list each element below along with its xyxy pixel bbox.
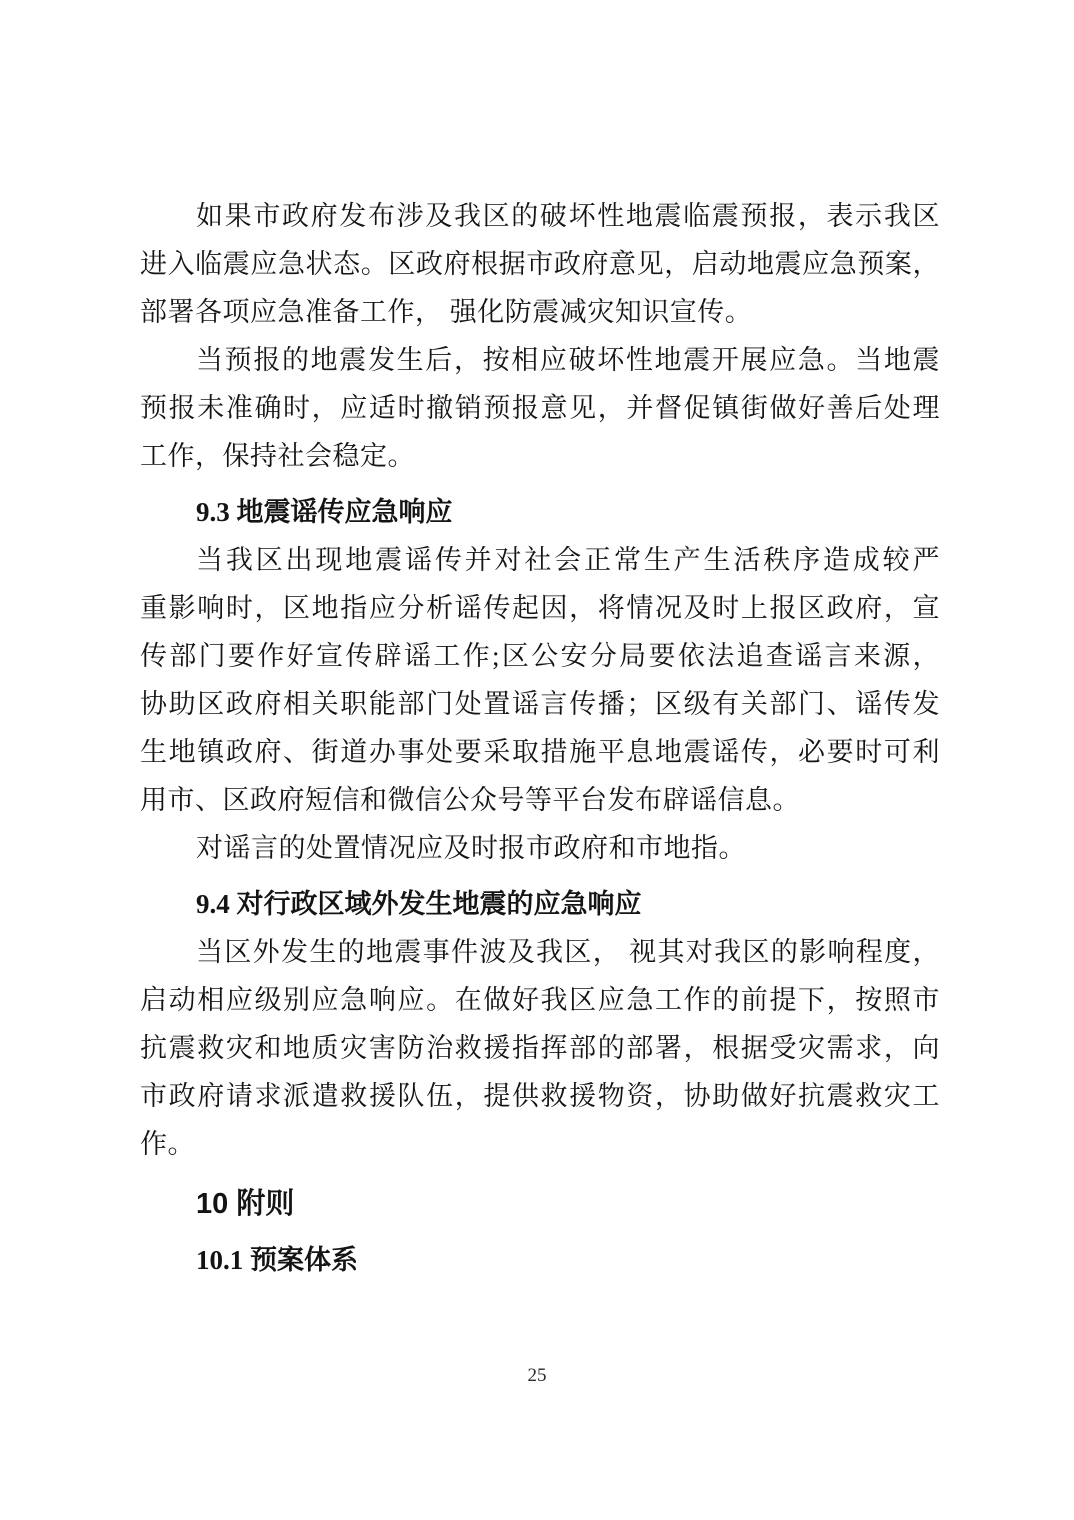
body-text-line: 用市、区政府短信和微信公众号等平台发布辟谣信息。 [140, 785, 800, 815]
paragraph-pre-quake-warning [140, 192, 940, 336]
body-text-line: 如果市政府发布涉及我区的破坏性地震临震预报，表示我区 [196, 201, 940, 231]
paragraph-outside-region-quake [140, 928, 940, 1168]
body-text-line: 预报未准确时，应适时撤销预报意见，并督促镇街做好善后处理 [140, 393, 940, 423]
paragraph-rumor-response [140, 536, 940, 824]
body-text-line: 对谣言的处置情况应及时报市政府和市地指。 [196, 833, 746, 863]
body-text-line: 生地镇政府、街道办事处要采取措施平息地震谣传，必要时可利 [140, 737, 940, 767]
heading-9-4: 9.4 对行政区域外发生地震的应急响应 [196, 889, 642, 919]
body-text-line: 抗震救灾和地质灾害防治救援指挥部的部署，根据受灾需求，向 [140, 1033, 940, 1063]
body-text-line: 传部门要作好宣传辟谣工作;区公安分局要依法追查谣言来源， [140, 641, 940, 671]
paragraph-after-forecast [140, 336, 940, 480]
heading-10: 10 附则 [196, 1188, 295, 1220]
document-body [140, 192, 940, 1284]
body-text-line: 工作，保持社会稳定。 [140, 441, 415, 471]
page-number: 25 [527, 1365, 547, 1386]
body-text-line: 当预报的地震发生后，按相应破坏性地震开展应急。当地震 [196, 345, 940, 375]
body-text-line: 作。 [140, 1129, 195, 1159]
paragraph-rumor-report [140, 824, 940, 872]
body-text-line: 协助区政府相关职能部门处置谣言传播；区级有关部门、谣传发 [140, 689, 940, 719]
body-text-line: 市政府请求派遣救援队伍，提供救援物资，协助做好抗震救灾工 [140, 1081, 940, 1111]
heading-9-3: 9.3 地震谣传应急响应 [196, 497, 453, 527]
body-text-line: 重影响时，区地指应分析谣传起因，将情况及时上报区政府，宣 [140, 593, 940, 623]
heading-10-1: 10.1 预案体系 [196, 1245, 358, 1275]
body-text-line: 当我区出现地震谣传并对社会正常生产生活秩序造成较严 [196, 545, 940, 575]
body-text-line: 部署各项应急准备工作， 强化防震减灾知识宣传。 [140, 297, 753, 327]
body-text-line: 进入临震应急状态。区政府根据市政府意见，启动地震应急预案， [140, 249, 940, 279]
body-text-line: 启动相应级别应急响应。在做好我区应急工作的前提下，按照市 [140, 985, 940, 1015]
body-text-line: 当区外发生的地震事件波及我区， 视其对我区的影响程度， [196, 937, 940, 967]
